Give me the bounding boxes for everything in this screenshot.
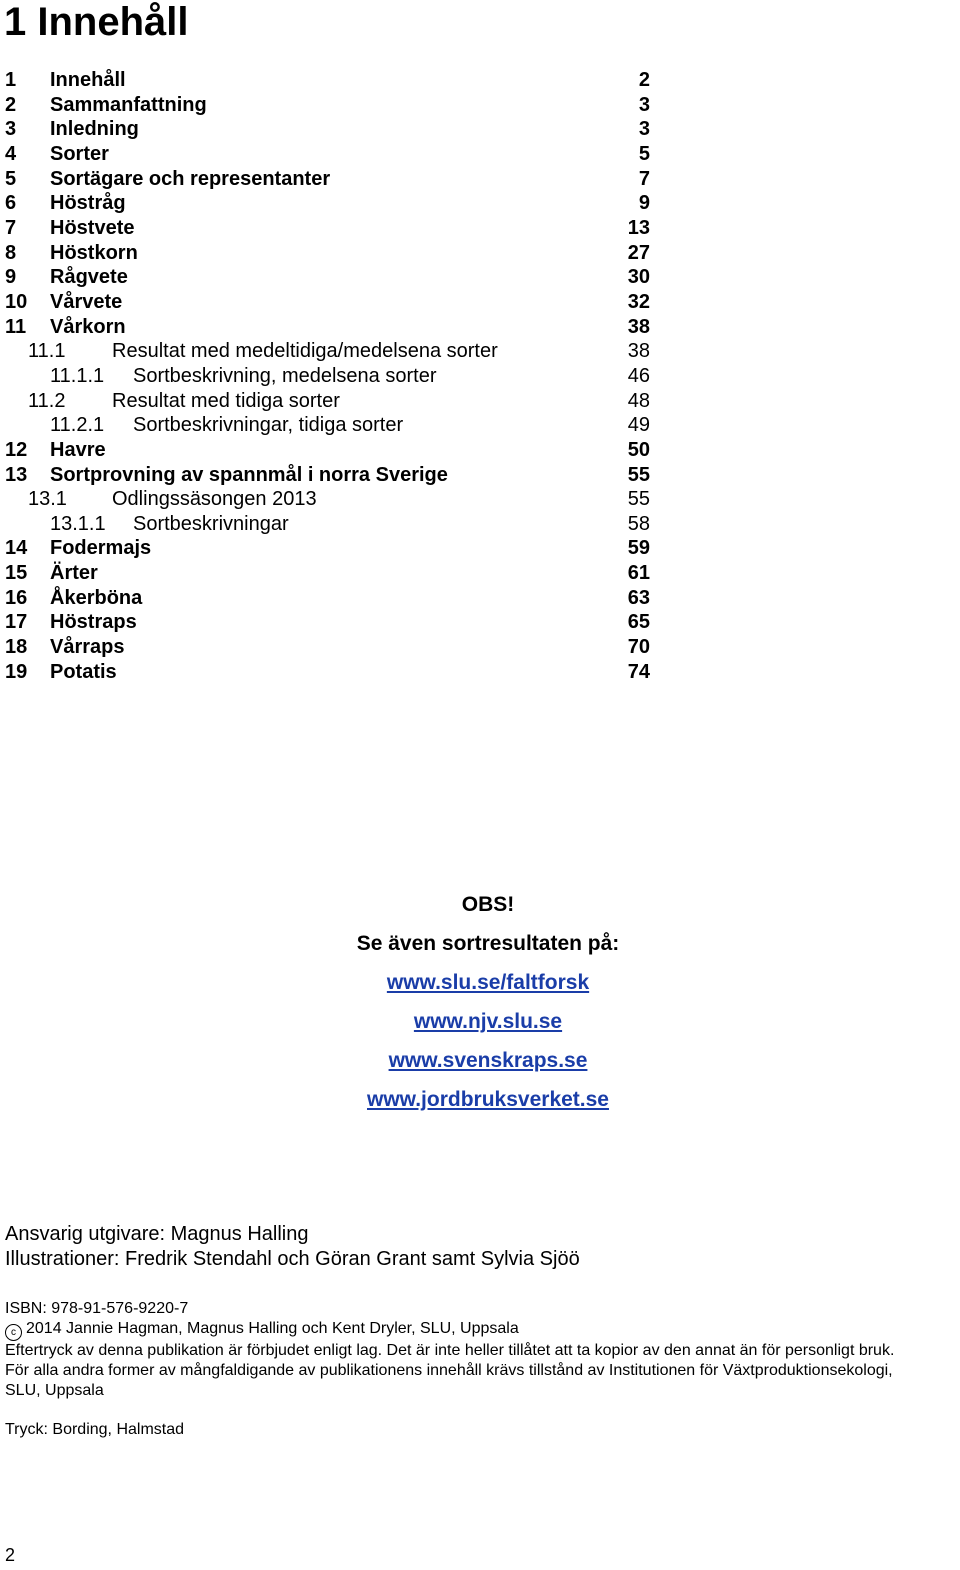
- toc-entry[interactable]: [0, 512, 660, 537]
- toc-entry-number: 18: [5, 636, 28, 659]
- toc-entry-title: Vårvete: [50, 290, 123, 313]
- toc-entry-title: Höstråg: [50, 192, 126, 215]
- toc-entry-number: 16: [5, 586, 28, 609]
- toc-entry-page: 65: [627, 611, 650, 634]
- toc-entry-title: Sortägare och representanter: [50, 167, 331, 190]
- toc-entry-number: 5: [5, 167, 17, 190]
- toc-entry-title: Potatis: [50, 660, 117, 683]
- toc-entry-page: 38: [627, 340, 650, 363]
- toc-entry-page: 2: [638, 69, 650, 91]
- toc-entry-number: 8: [5, 241, 17, 264]
- toc-entry[interactable]: [0, 290, 660, 315]
- toc-entry[interactable]: [0, 635, 660, 660]
- toc-entry[interactable]: [0, 561, 660, 586]
- toc-entry-title: Vårkorn: [50, 315, 126, 338]
- page-number: 2: [5, 1545, 16, 1565]
- toc-entry-page: 38: [627, 315, 650, 338]
- toc-entry[interactable]: [0, 167, 660, 192]
- toc-entry[interactable]: [0, 487, 660, 512]
- toc-entry-number: 13: [5, 463, 28, 486]
- toc-entry-page: 55: [627, 463, 650, 486]
- toc-entry[interactable]: [0, 241, 660, 266]
- toc-entry-number: 12: [5, 438, 28, 461]
- toc-entry-title: Havre: [50, 438, 106, 461]
- toc-entry-title: Innehåll: [50, 69, 126, 91]
- toc-entry-number: 4: [5, 142, 17, 165]
- toc-entry-number: 1: [5, 69, 17, 91]
- heading-number: 1: [4, 0, 27, 44]
- toc-entry-number: 11.2: [28, 389, 66, 412]
- toc-entry-page: 5: [638, 142, 650, 165]
- toc-entry[interactable]: [0, 339, 660, 364]
- obs-subtitle: Se även sortresultaten på:: [356, 932, 620, 955]
- toc-entry[interactable]: [0, 364, 660, 389]
- reprint-notice: Eftertryck av denna publikation är förbjudet enligt lag. Det är inte heller tillåtet att ta kopior av den annat än för personligt bruk.: [5, 1342, 895, 1359]
- toc-entry-title: Resultat med tidiga sorter: [112, 389, 340, 412]
- toc-entry-number: 13.1.1: [50, 512, 106, 535]
- toc-entry-number: 7: [5, 216, 17, 239]
- toc-entry-page: 46: [627, 364, 650, 387]
- toc-entry-page: 70: [627, 636, 650, 659]
- toc-entry[interactable]: [0, 389, 660, 414]
- toc-entry-page: 50: [627, 438, 650, 461]
- toc-entry-page: 13: [627, 216, 650, 239]
- toc-entry-number: 9: [5, 266, 17, 289]
- toc-entry-number: 3: [5, 118, 17, 141]
- toc-entry-number: 11.2.1: [50, 414, 105, 437]
- toc-entry-page: 9: [638, 192, 650, 215]
- printer-line: Tryck: Bording, Halmstad: [5, 1421, 185, 1438]
- toc-entry-page: 3: [638, 93, 650, 116]
- permission-notice-1: För alla andra former av mångfaldigande av publikationens innehåll krävs tillstånd av Institutionen för Växtproduktionsekologi,: [5, 1362, 893, 1379]
- toc-entry-page: 27: [627, 241, 650, 264]
- toc-entry-title: Höstraps: [50, 611, 137, 634]
- toc-entry-title: Sammanfattning: [50, 93, 207, 116]
- isbn-line: ISBN: 978-91-576-9220-7: [5, 1300, 189, 1317]
- toc-entry-title: Sortbeskrivning, medelsena sorter: [133, 364, 437, 387]
- toc-entry-number: 2: [5, 93, 17, 116]
- toc-entry[interactable]: [0, 586, 660, 611]
- toc-entry[interactable]: [0, 117, 660, 142]
- toc-entry-page: 48: [627, 389, 650, 412]
- link-svenskraps[interactable]: www.svenskraps.se: [388, 1049, 588, 1072]
- toc-entry-page: 55: [627, 488, 650, 511]
- toc-entry-number: 13.1: [28, 488, 67, 511]
- toc-entry-title: Vårraps: [50, 636, 125, 659]
- heading-title: Innehåll: [37, 0, 189, 44]
- toc-entry-title: Sortbeskrivningar, tidiga sorter: [133, 414, 404, 437]
- publisher-line: Ansvarig utgivare: Magnus Halling: [5, 1223, 309, 1245]
- link-slu-faltforsk[interactable]: www.slu.se/faltforsk: [386, 971, 590, 994]
- toc-entry-page: 49: [627, 414, 650, 437]
- permission-notice-2: SLU, Uppsala: [5, 1382, 104, 1399]
- toc-entry[interactable]: [0, 265, 660, 290]
- link-jordbruksverket[interactable]: www.jordbruksverket.se: [367, 1088, 609, 1111]
- toc-entry-title: Ärter: [50, 562, 98, 585]
- toc-entry[interactable]: [0, 610, 660, 635]
- toc-entry-title: Åkerböna: [50, 586, 143, 609]
- copyright-line: [5, 1319, 960, 1341]
- toc-entry-number: 19: [5, 660, 28, 683]
- toc-entry[interactable]: [0, 142, 660, 167]
- toc-entry-title: Sorter: [50, 142, 109, 165]
- toc-entry-page: 58: [627, 512, 650, 535]
- toc-entry-page: 3: [638, 118, 650, 141]
- copyright-text: 2014 Jannie Hagman, Magnus Halling och Kent Dryler, SLU, Uppsala: [26, 1320, 519, 1337]
- toc-entry-title: Fodermajs: [50, 537, 152, 560]
- toc-entry[interactable]: [0, 536, 660, 561]
- toc-entry-title: Höstvete: [50, 216, 135, 239]
- toc-entry-number: 11: [5, 315, 27, 338]
- toc-entry-title: Sortbeskrivningar: [133, 512, 289, 535]
- page-heading: [4, 0, 189, 46]
- toc-entry-page: 63: [627, 586, 650, 609]
- toc-entry-title: Resultat med medeltidiga/medelsena sorter: [112, 340, 498, 363]
- toc-entry[interactable]: [0, 93, 660, 118]
- toc-entry-number: 11.1: [28, 340, 66, 363]
- toc-entry[interactable]: [0, 660, 660, 685]
- illustrations-line: Illustrationer: Fredrik Stendahl och Göran Grant samt Sylvia Sjöö: [5, 1248, 580, 1270]
- toc-entry-number: 10: [5, 290, 28, 313]
- obs-title: OBS!: [461, 893, 515, 916]
- toc-entry-number: 6: [5, 192, 17, 215]
- toc-entry[interactable]: [0, 463, 660, 488]
- toc-entry-page: 32: [627, 290, 650, 313]
- toc-entry[interactable]: [0, 315, 660, 340]
- toc-entry-number: 11.1.1: [50, 364, 105, 387]
- toc-entry[interactable]: [0, 216, 660, 241]
- toc-entry[interactable]: [0, 413, 660, 438]
- obs-notice: [0, 890, 960, 1124]
- toc-entry-number: 15: [5, 562, 28, 585]
- toc-entry[interactable]: [0, 438, 660, 463]
- copyright-icon: c: [5, 1324, 22, 1341]
- toc-entry-title: Rågvete: [50, 266, 128, 289]
- toc-entry[interactable]: [0, 191, 660, 216]
- toc-entry-page: 74: [627, 660, 650, 683]
- toc-entry-title: Odlingssäsongen 2013: [112, 488, 317, 511]
- colophon: [5, 1222, 960, 1440]
- toc-entry-number: 17: [5, 611, 28, 634]
- link-njv-slu[interactable]: www.njv.slu.se: [413, 1010, 563, 1033]
- toc-entry-page: 30: [627, 266, 650, 289]
- toc-entry-page: 61: [627, 562, 650, 585]
- toc-entry-page: 59: [627, 537, 650, 560]
- toc-entry-title: Höstkorn: [50, 241, 138, 264]
- toc-entry-title: Sortprovning av spannmål i norra Sverige: [50, 463, 448, 486]
- toc-entry[interactable]: [0, 68, 660, 93]
- toc-entry-page: 7: [638, 167, 650, 190]
- toc-entry-title: Inledning: [50, 118, 139, 141]
- table-of-contents: [0, 68, 660, 684]
- toc-entry-number: 14: [5, 537, 28, 560]
